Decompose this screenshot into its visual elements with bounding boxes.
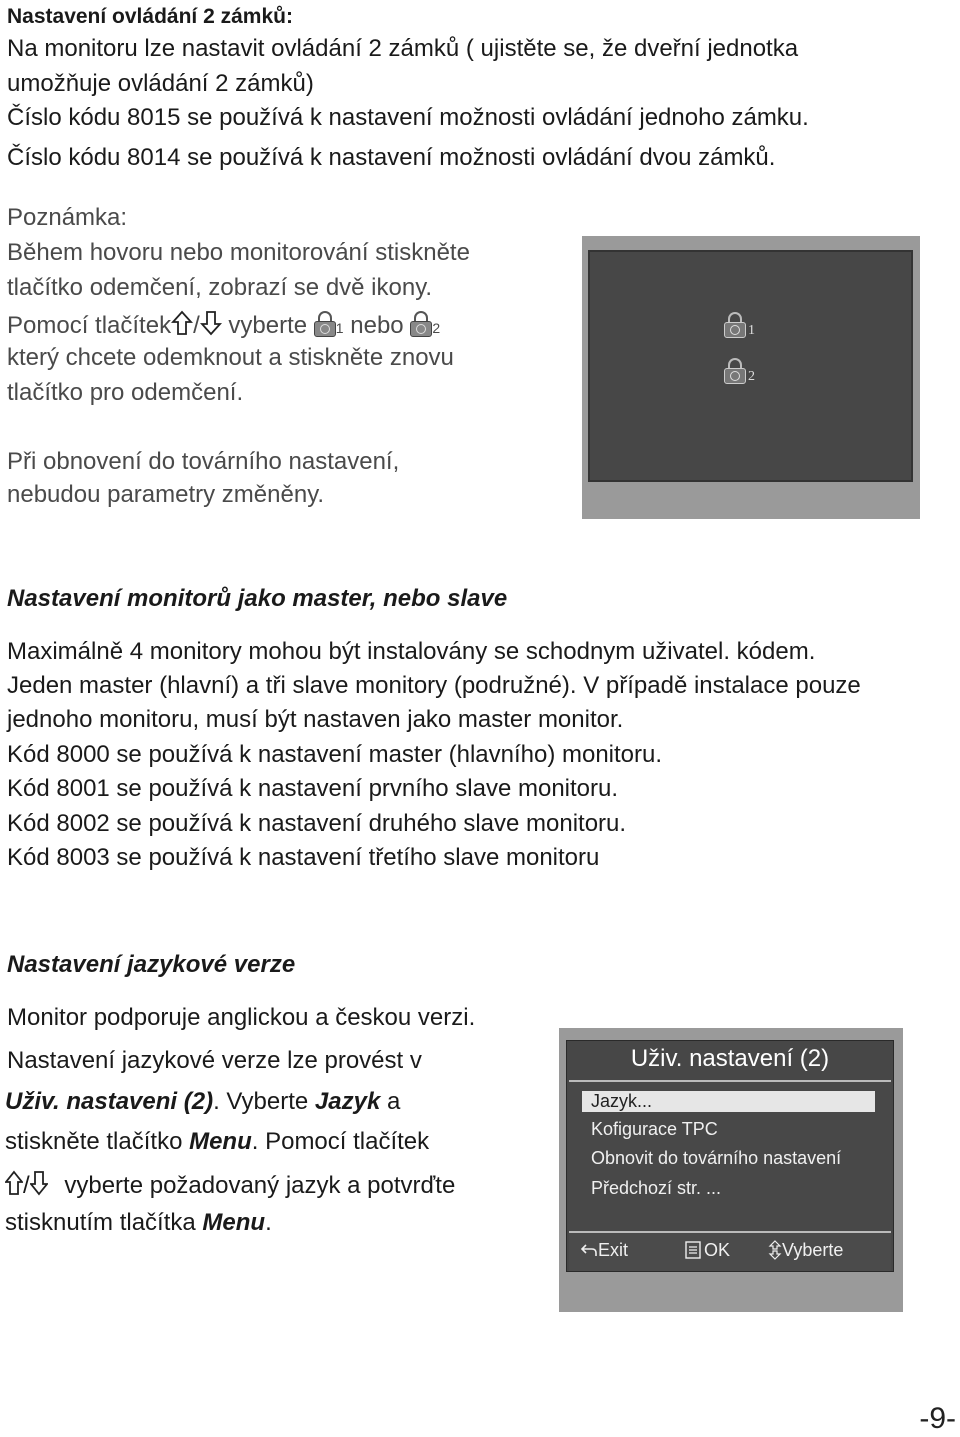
exit-button[interactable]: [580, 1240, 628, 1261]
menu-item-previous-page[interactable]: Předchozí str. ...: [591, 1178, 722, 1198]
note-line-with-icons: [7, 310, 440, 344]
paragraph-line: Kód 8001 se používá k nastavení prvního slave monitoru.: [7, 775, 619, 802]
paragraph-line: [5, 1127, 429, 1157]
paragraph-line: Monitor podporuje anglickou a českou verzi.: [7, 1004, 476, 1031]
note-line: tlačítko pro odemčení.: [7, 379, 244, 406]
text: a: [380, 1088, 401, 1115]
lock-number: 1: [748, 323, 755, 338]
section-heading-two-locks: Nastavení ovládání 2 zámků:: [7, 5, 293, 28]
note-line: Během hovoru nebo monitorování stiskněte: [7, 239, 470, 266]
text: stisknutím tlačítka: [5, 1209, 203, 1236]
note-text: vyberte: [228, 312, 308, 339]
monitor-lock-1: [724, 312, 755, 339]
paragraph-line: Kód 8003 se používá k nastavení třetího slave monitoru: [7, 844, 600, 871]
text: stiskněte tlačítko: [5, 1128, 190, 1155]
exit-label: Exit: [598, 1240, 629, 1260]
menu-ref: Jazyk: [314, 1088, 381, 1115]
lock-icon: [410, 311, 432, 337]
monitor-lock-2: [724, 358, 755, 385]
menu-ref: Uživ. nastaveni (2): [5, 1088, 214, 1115]
lock-number: 1: [335, 320, 344, 336]
arrow-down-icon: [200, 310, 222, 344]
paragraph-line: jednoho monitoru, musí být nastaven jako master monitor.: [7, 706, 624, 733]
page-number: -9-: [919, 1402, 956, 1435]
paragraph-line: [5, 1208, 272, 1238]
lock-number: 2: [432, 320, 441, 336]
lock-icon: [724, 312, 748, 338]
menu-item-language[interactable]: Jazyk...: [591, 1091, 653, 1111]
paragraph-line: Nastavení jazykové verze lze provést v: [7, 1047, 422, 1074]
paragraph-line: [5, 1087, 400, 1117]
note-line: který chcete odemknout a stiskněte znovu: [7, 344, 454, 371]
paragraph-line: Na monitoru lze nastavit ovládání 2 zámků ( ujistěte se, že dveřní jednotka: [7, 35, 799, 62]
paragraph-line: Číslo kódu 8015 se používá k nastavení možnosti ovládání jednoho zámku.: [7, 104, 809, 131]
paragraph-line: Číslo kódu 8014 se používá k nastavení možnosti ovládání dvou zámků.: [7, 144, 776, 171]
select-label: Vyberte: [782, 1240, 844, 1260]
reset-line: Při obnovení do továrního nastavení,: [7, 448, 400, 475]
text: vyberte požadovaný jazyk a potvrďte: [64, 1172, 456, 1199]
section-heading-master-slave: Nastavení monitorů jako master, nebo slave: [7, 585, 508, 612]
ok-label: OK: [704, 1240, 731, 1260]
text: . Vyberte: [213, 1088, 315, 1115]
paragraph-line: Maximálně 4 monitory mohou být instalovány se schodnym uživatel. kódem.: [7, 638, 816, 665]
up-down-arrow-icon: [768, 1240, 782, 1260]
lock-icon: [724, 358, 748, 384]
note-text: Pomocí tlačítek: [7, 312, 172, 339]
ok-button[interactable]: [684, 1240, 730, 1261]
arrow-up-icon: [5, 1170, 23, 1204]
menu-item-tpc-config[interactable]: Kofigurace TPC: [591, 1119, 718, 1139]
menu-item-factory-reset[interactable]: Obnovit do továrního nastavení: [591, 1148, 842, 1168]
lock-number: 2: [748, 369, 755, 384]
paragraph-line: umožňuje ovládání 2 zámků): [7, 70, 314, 97]
menu-title: Uživ. nastavení (2): [630, 1045, 830, 1072]
paragraph-line: Kód 8002 se používá k nastavení druhého slave monitoru.: [7, 810, 627, 837]
text: .: [265, 1209, 272, 1236]
menu-ref: Menu: [189, 1128, 252, 1155]
note-text: nebo: [350, 312, 404, 339]
arrow-up-icon: [171, 310, 193, 344]
note-line: tlačítko odemčení, zobrazí se dvě ikony.: [7, 274, 433, 301]
paragraph-line-with-icons: [5, 1170, 455, 1204]
note-label: Poznámka:: [7, 204, 128, 231]
separator-text: /: [193, 312, 200, 339]
paragraph-line: Jeden master (hlavní) a tři slave monitory (podružné). V případě instalace pouze: [7, 672, 861, 699]
menu-icon: [684, 1240, 704, 1260]
arrow-down-icon: [30, 1170, 48, 1204]
menu-ref: Menu: [202, 1209, 266, 1236]
paragraph-line: Kód 8000 se používá k nastavení master (hlavního) monitoru.: [7, 741, 663, 768]
separator-text: /: [23, 1172, 30, 1199]
reset-line: nebudou parametry změněny.: [7, 481, 325, 508]
select-button[interactable]: [768, 1240, 843, 1261]
back-icon: [580, 1240, 598, 1260]
section-heading-language: Nastavení jazykové verze: [7, 951, 296, 978]
text: . Pomocí tlačítek: [251, 1128, 430, 1155]
lock-icon: [314, 311, 336, 337]
